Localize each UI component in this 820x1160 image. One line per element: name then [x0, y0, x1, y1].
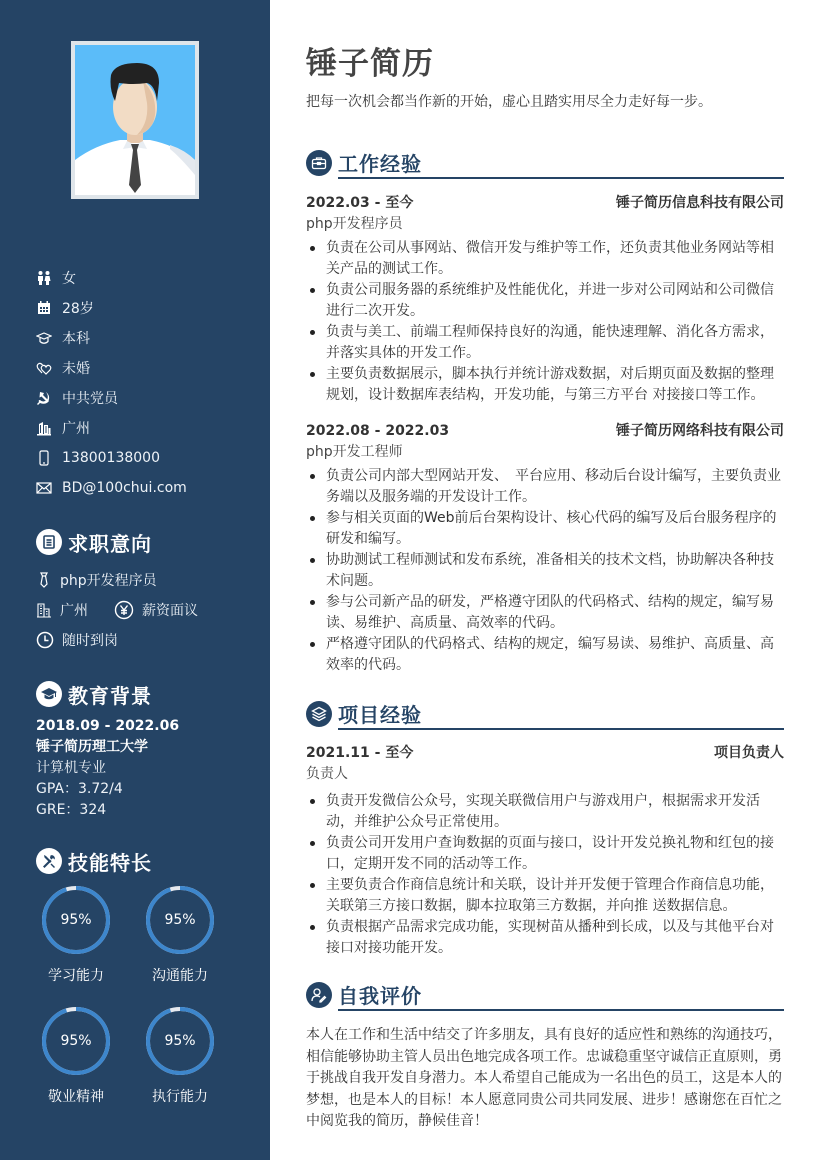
skill-percent: 95% — [164, 1033, 196, 1049]
work-experience-title: 工作经验 — [338, 152, 422, 176]
project-duties — [306, 791, 784, 959]
self-evaluation-text: 本人在工作和生活中结交了许多朋友，具有良好的适应性和熟练的沟通技巧，相信能够协助主管人员出色地完成各项工作。忠诚稳重坚守诚信正直原则，勇于挑战自我开发自身潜力。本人希望自己能成为一名出色的员工，这是本人的梦想，也是本人的目标！本人愿意同贵公司共同发展、进步！感谢您在百忙之中阅览我的简历，静候佳音！ — [306, 1027, 782, 1129]
clipboard-icon — [36, 529, 62, 555]
education-gre: GRE：324 — [36, 802, 107, 818]
info-phone — [36, 443, 187, 473]
info-marital-text: 未婚 — [62, 361, 90, 377]
personal-info-list — [36, 263, 187, 503]
job-intent-section — [36, 527, 198, 655]
office-building-icon — [36, 602, 52, 618]
profile-photo — [71, 41, 199, 199]
work-period: 2022.08 - 2022.03 — [306, 423, 450, 439]
skill-progress-ring — [41, 1006, 111, 1076]
education-title: 教育背景 — [68, 683, 152, 708]
work-entry — [306, 192, 784, 406]
work-duty: 负责与美工、前端工程师保持良好的沟通，能快速理解、消化各方需求，并落实具体的开发工作。 — [306, 322, 784, 364]
project-entry — [306, 742, 784, 959]
intent-city-text: 广州 — [60, 603, 88, 619]
skill-progress-ring — [145, 885, 215, 955]
project-title: 项目负责人 — [714, 745, 784, 761]
building-icon — [36, 420, 52, 436]
work-company: 锤子简历信息科技有限公司 — [616, 195, 784, 211]
info-degree-text: 本科 — [62, 331, 90, 347]
skills-section — [36, 846, 152, 876]
avatar-illustration-icon — [75, 45, 195, 195]
gender-icon — [36, 270, 52, 286]
work-duty: 严格遵守团队的代码格式、结构的规定，编写易读、易维护、高质量、高效率的代码。 — [306, 634, 784, 676]
work-duty: 主要负责数据展示，脚本执行并统计游戏数据，对后期页面及数据的整理规划，设计数据库表结构，开发功能，与第三方平台 对接接口等工作。 — [306, 364, 784, 406]
project-duty: 负责根据产品需求完成功能，实现树苗从播种到长成，以及与其他平台对接口对接功能开发。 — [306, 917, 784, 959]
info-email — [36, 473, 187, 503]
skills-title: 技能特长 — [68, 850, 152, 875]
skill-item — [140, 1006, 220, 1106]
skill-percent: 95% — [164, 912, 196, 928]
mortarboard-icon — [36, 681, 62, 707]
project-period: 2021.11 - 至今 — [306, 745, 414, 761]
education-gpa: GPA：3.72/4 — [36, 781, 123, 797]
education-period: 2018.09 - 2022.06 — [36, 718, 180, 734]
mail-icon — [36, 480, 52, 496]
info-email-text: BD@100chui.com — [62, 480, 187, 496]
avatar — [75, 45, 195, 195]
phone-icon — [36, 450, 52, 466]
info-gender-text: 女 — [62, 271, 76, 287]
work-duty: 参与公司新产品的研发，严格遵守团队的代码格式、结构的规定，编写易读、易维护、高质量、高效率的代码。 — [306, 592, 784, 634]
job-intent-title: 求职意向 — [68, 531, 152, 556]
resume-title: 锤子简历 — [306, 46, 434, 82]
skill-name: 执行能力 — [152, 1089, 208, 1105]
hammer-sickle-icon — [36, 390, 52, 406]
intent-city-salary — [36, 595, 198, 625]
education-school: 锤子简历理工大学 — [36, 739, 148, 755]
skill-item — [36, 1006, 116, 1106]
education-major: 计算机专业 — [36, 760, 106, 776]
tools-icon — [36, 848, 62, 874]
skill-item — [140, 885, 220, 985]
info-city-text: 广州 — [62, 421, 90, 437]
intent-availability — [36, 625, 198, 655]
graduation-cap-icon — [36, 330, 52, 346]
work-duty: 负责公司内部大型网站开发、 平台应用、移动后台设计编写，主要负责业务端以及服务端的开发设计工作。 — [306, 466, 784, 508]
info-politics-text: 中共党员 — [62, 391, 118, 407]
work-experience-heading — [306, 148, 784, 180]
work-duty: 负责在公司从事网站、微信开发与维护等工作，还负责其他业务网站等相关产品的测试工作。 — [306, 238, 784, 280]
education-heading — [36, 679, 179, 709]
resume-motto: 把每一次机会都当作新的开始，虚心且踏实用尽全力走好每一步。 — [306, 94, 712, 110]
project-role: 负责人 — [306, 766, 348, 782]
info-degree — [36, 323, 187, 353]
work-duties — [306, 466, 784, 676]
work-entry — [306, 420, 784, 676]
section-divider — [338, 728, 784, 730]
self-evaluation-title: 自我评价 — [338, 984, 422, 1008]
info-age-text: 28岁 — [62, 301, 94, 317]
skill-percent: 95% — [60, 912, 92, 928]
skill-name: 学习能力 — [48, 968, 104, 984]
skill-progress-ring — [41, 885, 111, 955]
skill-progress-ring — [145, 1006, 215, 1076]
info-marital — [36, 353, 187, 383]
intent-position — [36, 565, 198, 595]
hearts-icon — [36, 360, 52, 376]
skill-name: 敬业精神 — [48, 1089, 104, 1105]
education-section — [36, 679, 179, 821]
section-divider — [338, 177, 784, 179]
info-age — [36, 293, 187, 323]
work-role: php开发工程师 — [306, 444, 403, 460]
calendar-icon — [36, 300, 52, 316]
project-experience-title: 项目经验 — [338, 703, 422, 727]
work-duty: 负责公司服务器的系统维护及性能优化，并进一步对公司网站和公司微信进行二次开发。 — [306, 280, 784, 322]
project-duty: 主要负责合作商信息统计和关联，设计并开发便于管理合作商信息功能，关联第三方接口数据，脚本拉取第三方数据，并向推 送数据信息。 — [306, 875, 784, 917]
skill-name: 沟通能力 — [152, 968, 208, 984]
work-period: 2022.03 - 至今 — [306, 195, 414, 211]
project-duty: 负责公司开发用户查询数据的页面与接口，设计开发兑换礼物和红包的接口，定期开发不同的活动等工作。 — [306, 833, 784, 875]
work-duty: 参与相关页面的Web前后台架构设计、核心代码的编写及后台服务程序的研发和编写。 — [306, 508, 784, 550]
work-company: 锤子简历网络科技有限公司 — [616, 423, 784, 439]
intent-salary-text: 薪资面议 — [142, 603, 198, 619]
person-edit-icon — [306, 982, 332, 1008]
info-city — [36, 413, 187, 443]
project-duty: 负责开发微信公众号，实现关联微信用户与游戏用户，根据需求开发活动，并维护公众号正常使用。 — [306, 791, 784, 833]
yen-icon — [114, 600, 134, 620]
tie-icon — [36, 572, 52, 588]
info-phone-text: 13800138000 — [62, 450, 160, 466]
work-role: php开发程序员 — [306, 216, 403, 232]
work-duties — [306, 238, 784, 406]
sidebar — [0, 0, 270, 1160]
skill-percent: 95% — [60, 1033, 92, 1049]
intent-position-text: php开发程序员 — [60, 573, 157, 589]
info-politics — [36, 383, 187, 413]
intent-availability-text: 随时到岗 — [62, 633, 118, 649]
layers-icon — [306, 701, 332, 727]
section-divider — [338, 1009, 784, 1011]
self-evaluation-heading — [306, 980, 784, 1012]
info-gender — [36, 263, 187, 293]
skill-item — [36, 885, 116, 985]
briefcase-icon — [306, 150, 332, 176]
job-intent-heading — [36, 527, 198, 557]
skills-heading — [36, 846, 152, 876]
work-duty: 协助测试工程师测试和发布系统，准备相关的技术文档，协助解决各种技术问题。 — [306, 550, 784, 592]
clock-icon — [36, 631, 54, 649]
project-experience-heading — [306, 699, 784, 731]
